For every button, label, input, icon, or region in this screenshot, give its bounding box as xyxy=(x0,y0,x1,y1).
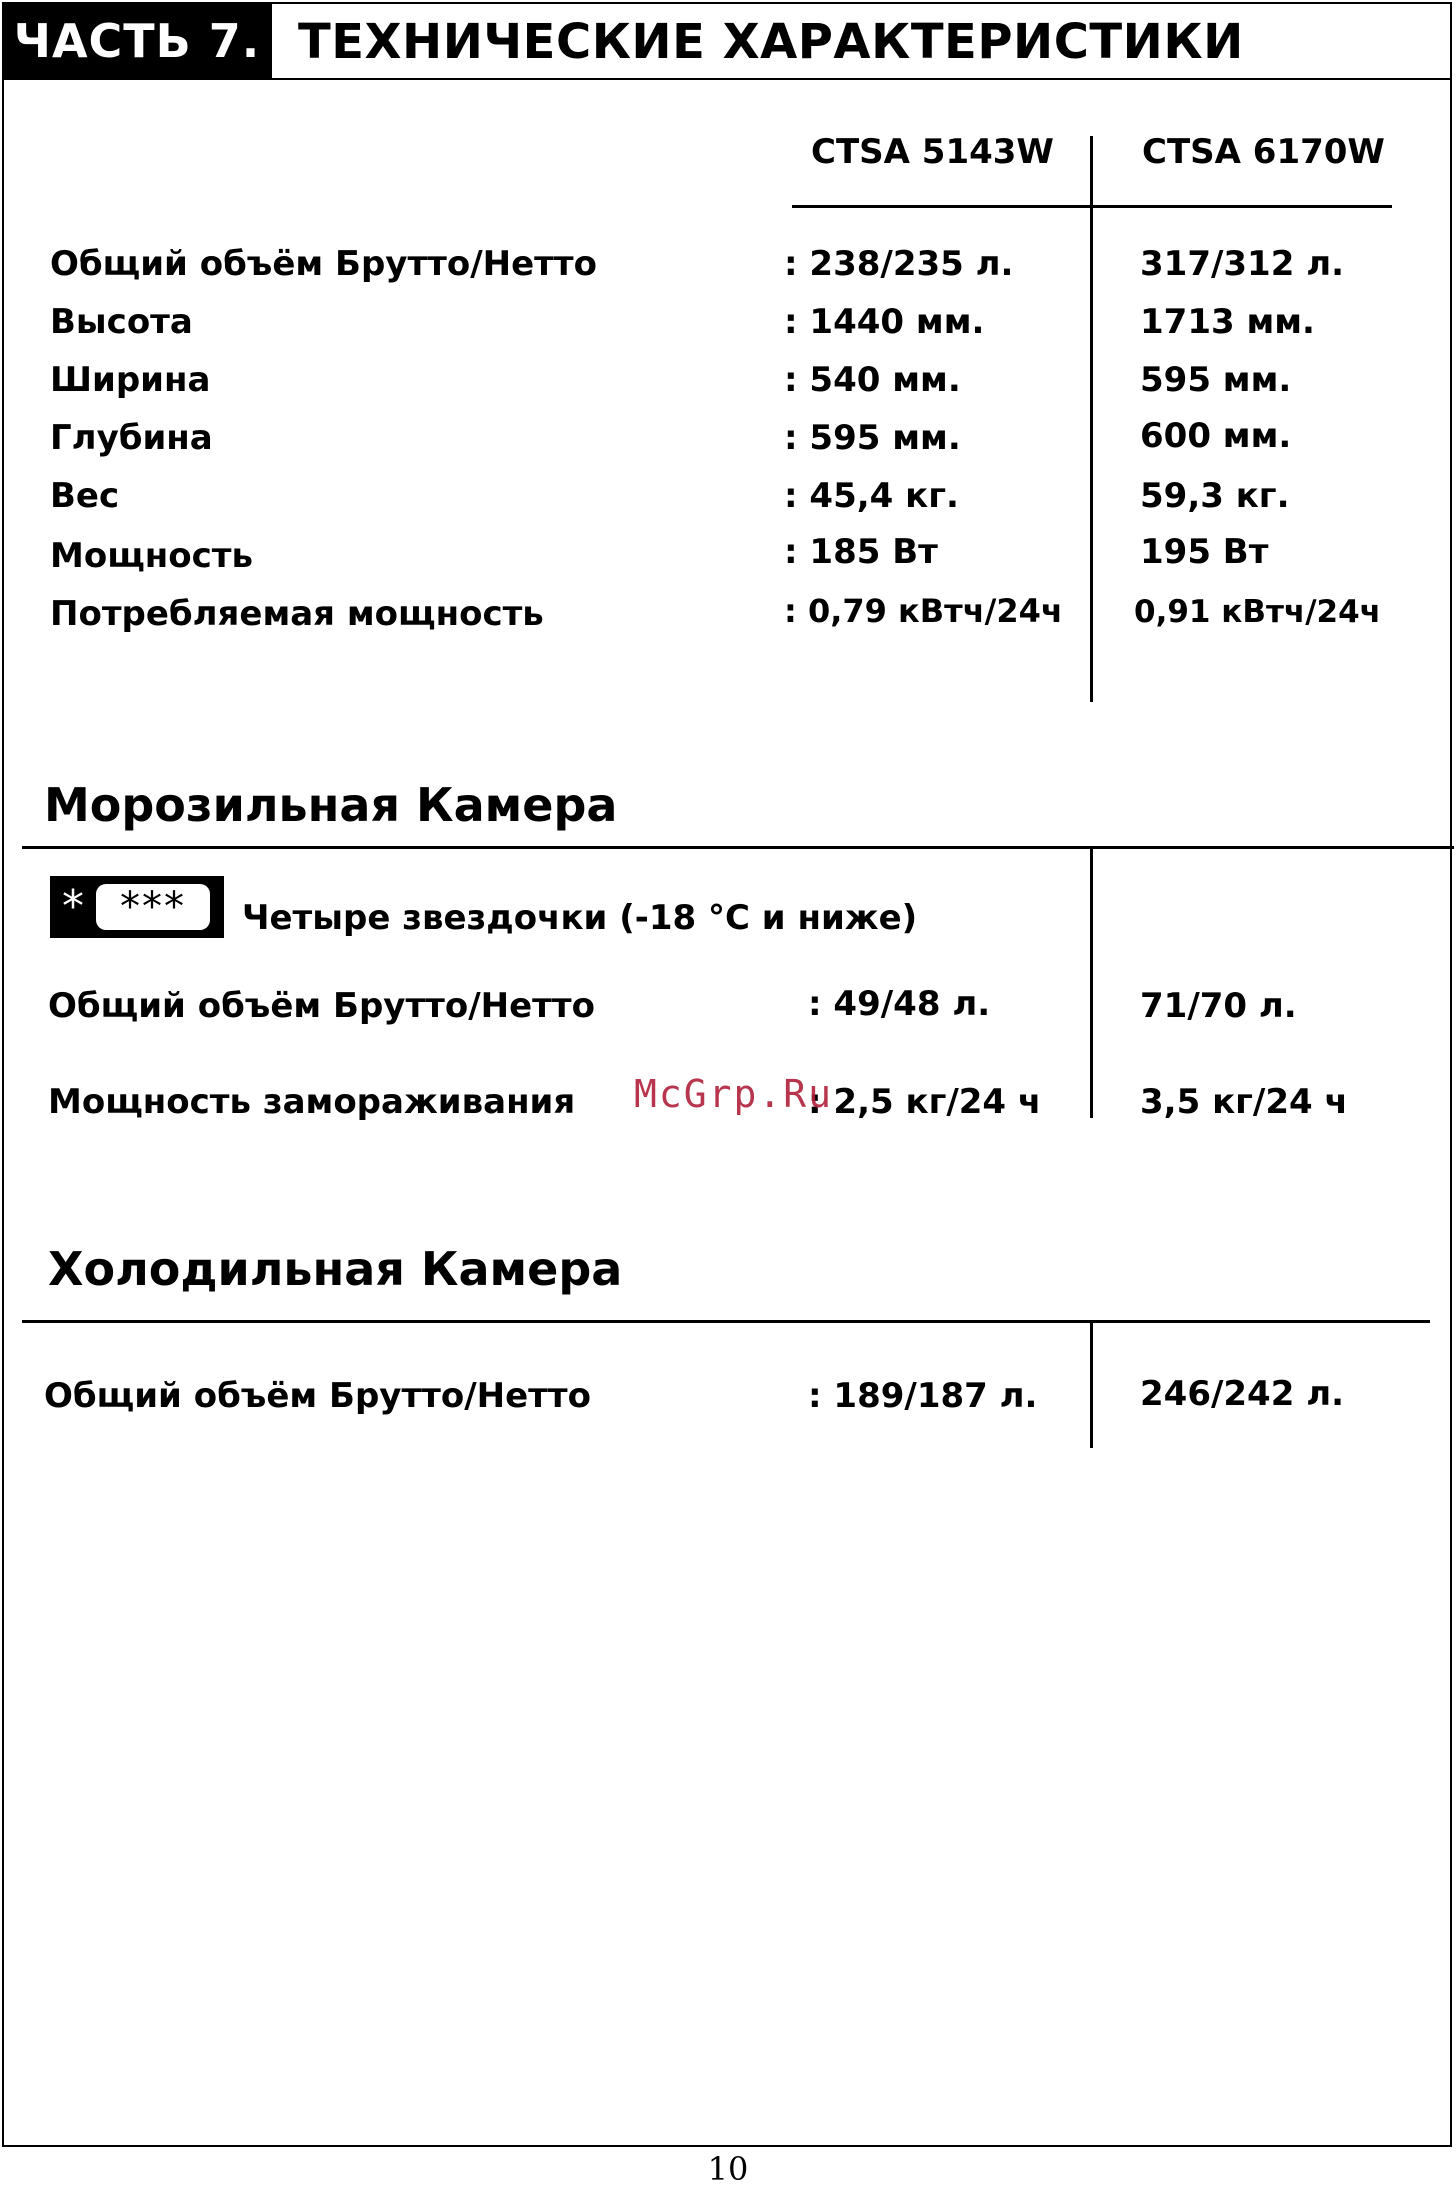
spec-value-model1: : 238/235 л. xyxy=(784,244,1014,284)
page-title: ТЕХНИЧЕСКИЕ ХАРАКТЕРИСТИКИ xyxy=(298,14,1244,70)
spec-label: Вес xyxy=(50,476,120,516)
column-divider-fridge xyxy=(1090,1322,1093,1448)
freezer-section-title: Морозильная Камера xyxy=(44,778,618,832)
freezer-spec-label: Общий объём Брутто/Нетто xyxy=(48,986,595,1026)
spec-label: Ширина xyxy=(50,360,211,400)
spec-value-model1: : 1440 мм. xyxy=(784,302,985,342)
spec-label: Высота xyxy=(50,302,193,342)
spec-value-model1: : 185 Вт xyxy=(784,532,938,572)
fridge-spec-label: Общий объём Брутто/Нетто xyxy=(44,1376,591,1416)
spec-label: Мощность xyxy=(50,536,253,576)
spec-value-model2: 59,3 кг. xyxy=(1140,476,1290,516)
fridge-spec-value-model1: : 189/187 л. xyxy=(808,1376,1038,1416)
freezer-spec-value-model1: : 49/48 л. xyxy=(808,984,991,1024)
freezer-spec-value-model2: 3,5 кг/24 ч xyxy=(1140,1082,1348,1122)
fridge-section-title: Холодильная Камера xyxy=(48,1242,623,1296)
spec-label: Глубина xyxy=(50,418,213,458)
part-label: ЧАСТЬ 7. xyxy=(2,2,272,80)
freezer-divider xyxy=(22,846,1454,849)
fridge-divider xyxy=(22,1320,1430,1323)
watermark: McGrp.Ru xyxy=(634,1072,834,1116)
spec-value-model1: : 540 мм. xyxy=(784,360,961,400)
spec-value-model1: : 0,79 кВтч/24ч xyxy=(784,592,1063,630)
spec-value-model2: 1713 мм. xyxy=(1140,302,1315,342)
model-header-2: CTSA 6170W xyxy=(1142,132,1385,172)
spec-value-model2: 195 Вт xyxy=(1140,532,1269,572)
spec-label: Общий объём Брутто/Нетто xyxy=(50,244,597,284)
spec-label: Потребляемая мощность xyxy=(50,594,544,634)
freezer-spec-label: Мощность замораживания xyxy=(48,1082,576,1122)
fridge-spec-value-model2: 246/242 л. xyxy=(1140,1374,1345,1414)
page-number: 10 xyxy=(707,2150,749,2188)
column-divider-freezer xyxy=(1090,848,1093,1118)
spec-value-model1: : 45,4 кг. xyxy=(784,476,959,516)
triple-star-icon: *** xyxy=(96,884,210,930)
spec-value-model2: 600 мм. xyxy=(1140,416,1292,456)
star-icon: * xyxy=(62,881,84,932)
freezer-spec-value-model2: 71/70 л. xyxy=(1140,986,1297,1026)
freezer-spec-value-model1: : 2,5 кг/24 ч xyxy=(808,1082,1042,1122)
model-header-1: CTSA 5143W xyxy=(811,132,1054,172)
spec-value-model2: 0,91 кВтч/24ч xyxy=(1134,594,1381,630)
spec-value-model2: 317/312 л. xyxy=(1140,244,1345,284)
four-star-rating-icon xyxy=(50,876,224,938)
spec-value-model2: 595 мм. xyxy=(1140,360,1292,400)
star-description: Четыре звездочки (-18 °С и ниже) xyxy=(242,898,918,938)
spec-value-model1: : 595 мм. xyxy=(784,418,961,458)
title-divider xyxy=(272,78,1452,80)
column-divider-general xyxy=(1090,136,1093,702)
